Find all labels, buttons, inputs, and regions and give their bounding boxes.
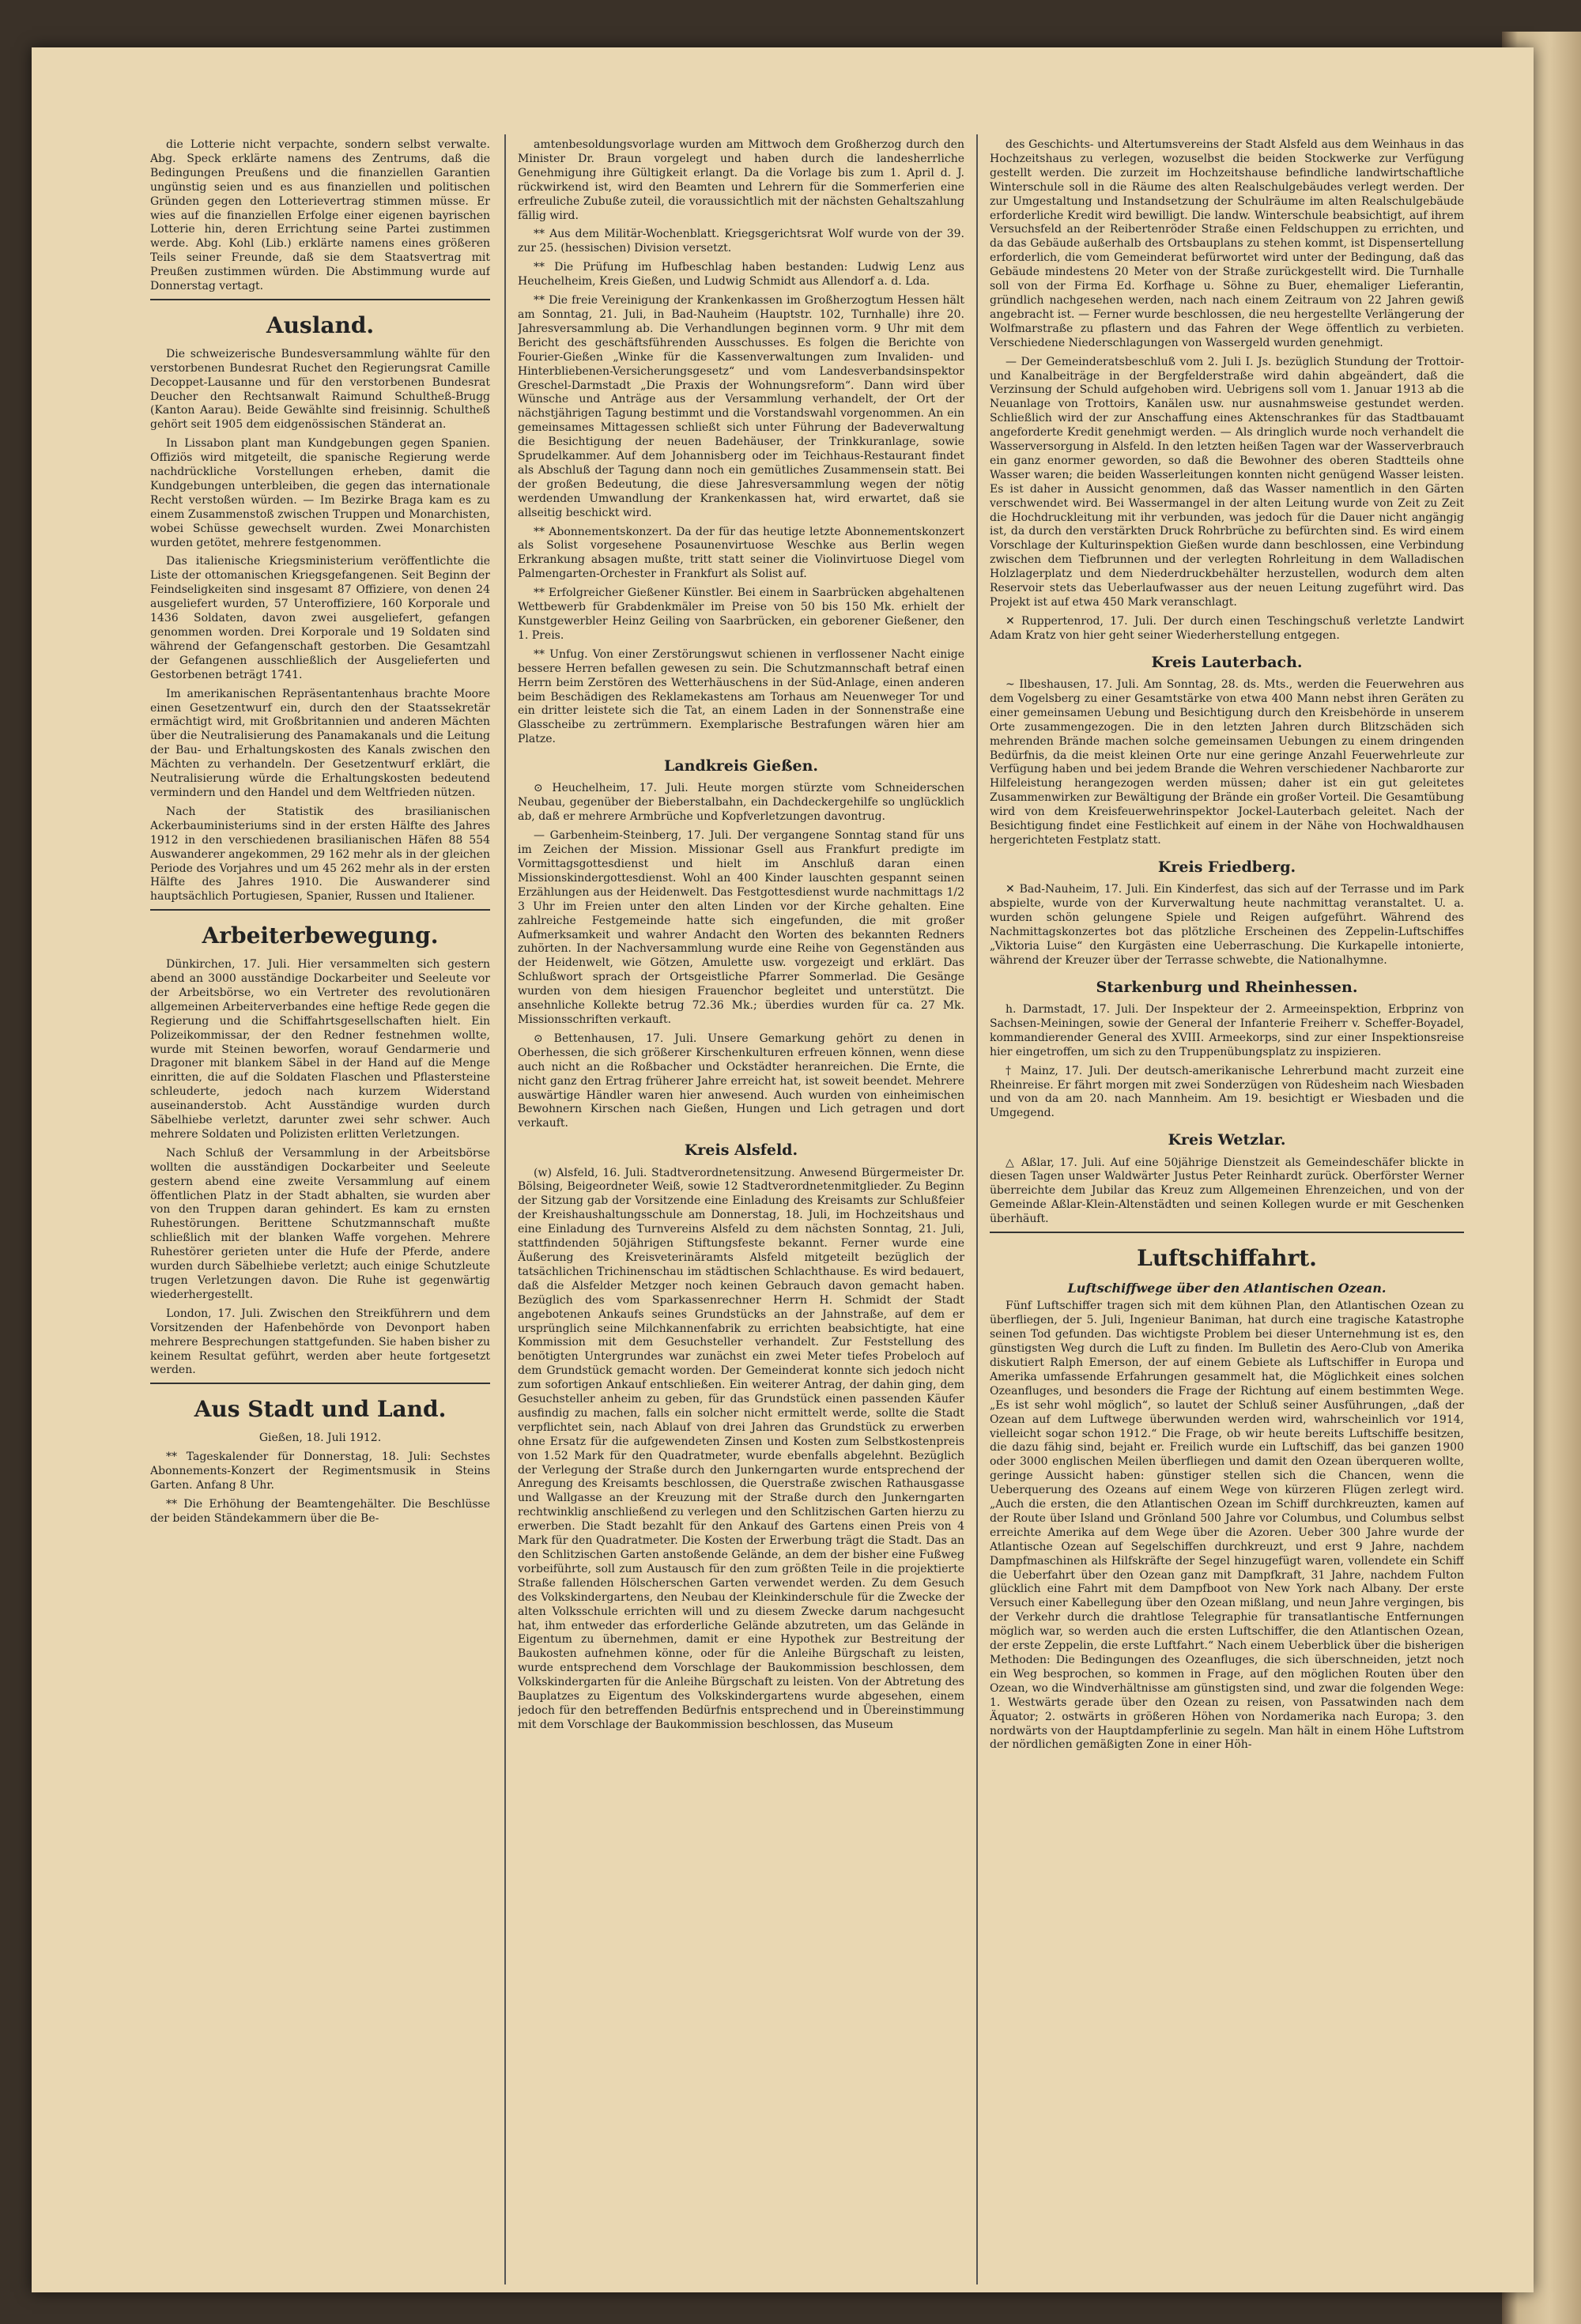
stadt-paragraph: ** Tageskalender für Donnerstag, 18. Juli: Sechstes Abonnements-Konzert der Regimentsmusik in Steins Garten. Anfang 8 Uhr. xyxy=(150,1451,490,1492)
heading-kreis-alsfeld: Kreis Alsfeld. xyxy=(684,1141,798,1160)
column-3 xyxy=(990,138,1464,2273)
ausland-paragraph: Die schweizerische Bundesversammlung wählte für den verstorbenen Bundesrat Ruchet den Regierungsrat Camille Decoppet-Lausanne und für den verstorbenen Bundesrat Deucher den Rechtsanwalt Raimund Schultheß-Brugg (Kanton Aarau). Beide Gewählte sind freisinnig. Schultheß gehört seit 1905 dem eidgenössischen Ständerat an. xyxy=(150,347,490,432)
col3-paragraph: ✕ Bad-Nauheim, 17. Juli. Ein Kinderfest, das sich auf der Terrasse und im Park abspielte, wurde von der Kurverwaltung heute nachmittag veranstaltet. U. a. wurden schön gelungene Spiele und Reigen aufgeführt. Während des Nachmittagskonzertes bot das plötzliche Erscheinen des Zeppelin-Luftschiffes „Viktoria Luise“ den Kurgästen eine Ueberraschung. Die Kurkapelle intonierte, während der Kreuzer über der Terrasse schwebte, die Nationalhymne. xyxy=(990,883,1464,967)
col2-paragraph: ⊙ Bettenhausen, 17. Juli. Unsere Gemarkung gehört zu denen in Oberhessen, die sich größerer Kirschenkulturen erfreuen können, wenn diese auch nicht an die Roßbacher und Ockstädter heranreichen. Die Ernte, die nicht ganz den Ertrag früherer Jahre erreicht hat, ist soweit beendet. Mehrere auswärtige Händler waren hier anwesend. Auch wurden von einheimischen Bewohnern Kirschen nach Gießen, Hungen und Lich getragen und dort verkauft. xyxy=(518,1032,964,1130)
col2-paragraph: — Garbenheim-Steinberg, 17. Juli. Der vergangene Sonntag stand für uns im Zeichen der Mission. Missionar Gsell aus Frankfurt predigte im Vormittagsgottesdienst und hielt im Anschluß daran einen Missionskindergottesdienst. Wohl an 400 Kinder lauschten gespannt seinen Erzählungen aus der Heidenwelt. Das Festgottesdienst wurde nachmittags 1/2 3 Uhr im Freien unter den alten Linden vor der Kirche gehalten. Eine zahlreiche Festgemeinde hatte sich eingefunden, die mit großer Aufmerksamkeit und wahrer Andacht den Worten des bekannten Redners zuhörten. In der Nachversammlung wurde eine Reihe von Gegenständen aus der Heidenwelt, wie Götzen, Amulette usw. vorgezeigt und erklärt. Das Schlußwort sprach der Ortsgeistliche Pfarrer Sommerlad. Die Gesänge wurden von dem hiesigen Frauenchor begleitet und unterstützt. Die ansehnliche Kollekte betrug 72.36 Mk.; überdies wurden für ca. 27 Mk. Missionsschriften verkauft. xyxy=(518,829,964,1026)
heading-landkreis-giessen: Landkreis Gießen. xyxy=(663,757,819,775)
ausland-paragraph: Das italienische Kriegsministerium veröffentlichte die Liste der ottomanischen Kriegsgefangenen. Seit Beginn der Feindseligkeiten sind insgesamt 87 Offiziere, von denen 24 ausgeliefert wurden, 57 Unteroffiziere, 160 Korporale und 1436 Soldaten, davon zwei ausgeliefert, gefangen genommen worden. Drei Korporale und 19 Soldaten sind während der Gefangenschaft gestorben. Die Gesamtzahl der Gefangenen ausschließlich der Ausgelieferten und Gestorbenen beträgt 1741. xyxy=(150,555,490,681)
heading-kreis-wetzlar: Kreis Wetzlar. xyxy=(1168,1131,1286,1149)
ausland-paragraph: Nach der Statistik des brasilianischen Ackerbauministeriums sind in der ersten Hälfte des Jahres 1912 in den verschiedenen brasilianischen Häfen 88 554 Auswanderer angekommen, 29 162 mehr als in der gleichen Periode des Vorjahres und um 45 262 mehr als in der ersten Hälfte des Jahres 1910. Die Auswanderer sind hauptsächlich Portugiesen, Spanier, Russen und Italiener. xyxy=(150,805,490,904)
column-rule xyxy=(504,134,506,2284)
divider xyxy=(150,909,490,911)
arbeiter-paragraph: London, 17. Juli. Zwischen den Streikführern und dem Vorsitzenden der Hafenbehörde von Devonport haben mehrere Besprechungen stattgefunden. Sie haben bisher zu keinem Resultat geführt, werden aber heute fortgesetzt werden. xyxy=(150,1307,490,1377)
arbeiter-paragraph: Nach Schluß der Versammlung in der Arbeitsbörse wollten die ausständigen Dockarbeiter und Seeleute gestern abend eine zweite Versammlung auf einem öffentlichen Platz in der Stadt abhalten, sie wurden aber von den Truppen daran gehindert. Es kam zu ernsten Ruhestörungen. Berittene Schutzmannschaft mußte schließlich mit der blanken Waffe vorgehen. Mehrere Ruhestörer gerieten unter die Hufe der Pferde, andere wurden durch Säbelhiebe verletzt; auch einige Schutzleute trugen Verletzungen davon. Die Ruhe ist gegenwärtig wiederhergestellt. xyxy=(150,1146,490,1301)
column-2 xyxy=(518,138,964,2273)
col2-paragraph: ⊙ Heuchelheim, 17. Juli. Heute morgen stürzte vom Schneiderschen Neubau, gegenüber der Bieberstalbahn, ein Dachdeckergehilfe so unglücklich ab, daß er mehrere Armbrüche und Kopfverletzungen davontrug. xyxy=(518,782,964,824)
divider xyxy=(990,1232,1464,1233)
heading-aus-stadt-und-land: Aus Stadt und Land. xyxy=(194,1396,447,1423)
col1-intro: die Lotterie nicht verpachte, sondern selbst verwalte. Abg. Speck erklärte namens des Zentrums, daß die Bedingungen Preußens und die finanziellen Garantien ungünstig seien und es aus finanziellen und politischen Gründen gegen den Lotterievertrag stimmen müsse. Er wies auf die finanziellen Erfolge einer eigenen bayrischen Lotterie hin, deren Errichtung seine Partei zustimmen werde. Abg. Kohl (Lib.) erklärte namens eines größeren Teils seiner Freunde, daß sie dem Staatsvertrag mit Preußen zustimmen würden. Die Abstimmung wurde auf Donnerstag vertagt. xyxy=(150,138,490,293)
col2-paragraph: ** Erfolgreicher Gießener Künstler. Bei einem in Saarbrücken abgehaltenen Wettbewerb für Grabdenkmäler im Preise von 50 bis 150 Mk. erhielt der Kunstgewerbler Heinz Geiling von Saarbrücken, ein geborener Gießener, den 1. Preis. xyxy=(518,587,964,642)
col3-paragraph: h. Darmstadt, 17. Juli. Der Inspekteur der 2. Armeeinspektion, Erbprinz von Sachsen-Meiningen, sowie der General der Infanterie Freiherr v. Scheffer-Boyadel, kommandierender General des XVIII. Armeekorps, sind zur einer Inspektionsreise hier eingetroffen, um sich zu den Truppenübungsplatz zu inspizieren. xyxy=(990,1002,1464,1058)
heading-starkenburg-rheinhessen: Starkenburg und Rheinhessen. xyxy=(1096,978,1358,996)
arbeiter-paragraph: Dünkirchen, 17. Juli. Hier versammelten sich gestern abend an 3000 ausständige Dockarbeiter und Seeleute vor der Arbeitsbörse, wo ein Vertreter des revolutionären allgemeinen Arbeiterverbandes eine heftige Rede gegen die Regierung und die Schiffahrtsgesellschaften hielt. Ein Polizeikommissar, der den Redner festnehmen wollte, wurde mit Steinen beworfen, worauf Gendarmerie und Dragoner mit blankem Säbel in der Hand auf die Menge einritten, die auf die Soldaten Flaschen und Pflastersteine schleuderte, jedoch nach kurzem Widerstand auseinanderstob. Acht Ausständige wurden durch Säbelhiebe verletzt, darunter zwei sehr schwer. Auch mehrere Soldaten und Polizisten erlitten Verletzungen. xyxy=(150,958,490,1141)
divider xyxy=(150,299,490,300)
col3-paragraph: ~ Ilbeshausen, 17. Juli. Am Sonntag, 28. ds. Mts., werden die Feuerwehren aus dem Vogelsberg zu einer Gesamtstärke von etwa 400 Mann nebst ihren Geräten zu einer gemeinsamen Uebung und Besichtigung durch den Kreisbehörde in unserem Orte zusammengezogen. Die in den letzten Jahren durch Blitzschäden sich mehrenden Brände machen solche gemeinsamen Uebungen zu einem dringenden Bedürfnis, da die meist kleinen Orte nur eine geringe Anzahl Feuerwehrleute zur Verfügung haben und bei jedem Brande die Wehren verschiedener Nachbarorte zur Hilfeleistung herangezogen werden müssen; daher ist ein gut geleitetes Zusammenwirken zur Bewältigung der Brände ein großer Vorteil. Die Gesamtübung wird von dem Kreisfeuerwehrinspektor Jockel-Lauterbach geleitet. Nach der Besichtigung findet eine Festlichkeit auf einem in der Nähe von Hochwaldhausen hergerichteten Festplatz statt. xyxy=(990,678,1464,847)
col2-paragraph: ** Abonnementskonzert. Da der für das heutige letzte Abonnementskonzert als Solist vorgesehene Posaunenvirtuose Weschke aus Berlin wegen Erkrankung absagen mußte, tritt statt seiner die Violinvirtuose Diegel vom Palmengarten-Orchester in Frankfurt als Solist auf. xyxy=(518,525,964,581)
col2-paragraph: ** Die Prüfung im Hufbeschlag haben bestanden: Ludwig Lenz aus Heuchelheim, Kreis Gießen, und Ludwig Schmidt aus Allendorf a. d. Lda. xyxy=(518,261,964,289)
ausland-paragraph: In Lissabon plant man Kundgebungen gegen Spanien. Offiziös wird mitgeteilt, die spanische Regierung werde nachdrückliche Vorstellungen erheben, damit die Kundgebungen unterbleiben, die gegen das internationale Recht verstoßen würden. — Im Bezirke Braga kam es zu einem Zusammenstoß zwischen Truppen und Monarchisten, wobei Schüsse gewechselt wurden. Zwei Monarchisten wurden getötet, mehrere festgenommen. xyxy=(150,437,490,549)
col2-paragraph: amtenbesoldungsvorlage wurden am Mittwoch dem Großherzog durch den Minister Dr. Braun vorgelegt und haben durch die landesherrliche Genehmigung ihre Gültigkeit erlangt. Da die Vorlage bis zum 1. April d. J. rückwirkend ist, wird den Beamten und Lehrern für die Sommerferien eine erfreuliche Zubuße zuteil, die voraussichtlich mit der nächsten Gehaltszahlung fällig wird. xyxy=(518,138,964,222)
heading-luftschiffahrt: Luftschiffahrt. xyxy=(1137,1245,1317,1272)
col3-paragraph: des Geschichts- und Altertumsvereins der Stadt Alsfeld aus dem Weinhaus in das Hochzeitshaus zu verlegen, wozuselbst die beiden Stockwerke zur Verfügung gestellt werden. Die zurzeit im Hochzeitshause befindliche landwirtschaftliche Winterschule soll in die Räume des alten Realschulgebäudes verlegt werden. Der zur Umgestaltung und Instandsetzung der Schulräume im alten Realschulgebäude erforderliche Kredit wird bewilligt. Die landw. Winterschule beabsichtigt, auf ihrem Versuchsfeld an der Reibertenröder Straße einen Feldschuppen zu errichten, und da das Gebäude außerhalb des Ortsbauplans zu stehen kommt, ist Dispensertellung erforderlich, die vom Gemeinderat befürwortet wird unter der Bedingung, daß das Gebäude mindestens 20 Meter von der Straße zurückgestellt wird. Die Turnhalle soll von der Firma Ed. Korfhage u. Söhne zu Buer, ehemaliger Lieferantin, gründlich nachgesehen werden, nach nach einem Zeitraum von 22 Jahren gewiß angebracht ist. — Ferner wurde beschlossen, die neu hergestellte Verlängerung der Wolfmarstraße zu pflastern und das Fahren der Wege öffentlich zu verbieten. Verschiedene Niederschlagungen von Wassergeld wurden genehmigt. xyxy=(990,138,1464,349)
col3-paragraph: — Der Gemeinderatsbeschluß vom 2. Juli I. Js. bezüglich Stundung der Trottoir- und Kanalbeiträge in der Bergfelderstraße wird dahin abgeändert, daß die Verzinsung der Schuld aufgehoben wird. Uebrigens soll vom 1. Januar 1913 ab die Neuanlage von Trottoirs, Kanälen usw. nur ausnahmsweise gestundet werden. Schließlich wird der zur Anschaffung eines Aktenschrankes für das Stadtbauamt angeforderte Kredit genehmigt werden. — Als dringlich wurde noch verhandelt die Wasserversorgung in Alsfeld. In den letzten heißen Tagen war der Wasserverbrauch ein ganz enormer geworden, so daß die Bewohner des oberen Stadtteils ohne Wasser waren; die beiden Wasserleitungen konnten nicht genügend Wasser leisten. Es ist daher in Aussicht genommen, daß das Wasser namentlich in den Gärten verschwendet wird. Bei Wassermangel in der alten Leitung wurde von Zeit zu Zeit die Hochdruckleitung mit ihr verbunden, was jedoch für die Dauer nicht angängig ist, da durch den verstärkten Druck Rohrbrüche zu befürchten sind. Es wird einem Vorschlage der Kulturinspektion Gießen wurde dann beschlossen, eine Verbindung zwischen dem Tiefbrunnen und der verlegten Rohrleitung in dem Walladischen Holzlagerplatz und dem Niederdruckbehälter herzustellen, wodurch dem alten Reservoir stets das Ueberlaufwasser aus der neuen Leitung zugeführt wird. Das Projekt ist auf etwa 450 Mark veranschlagt. xyxy=(990,355,1464,609)
col2-paragraph: ** Aus dem Militär-Wochenblatt. Kriegsgerichtsrat Wolf wurde von der 39. zur 25. (hessischen) Division versetzt. xyxy=(518,228,964,255)
dateline: Gießen, 18. Juli 1912. xyxy=(258,1432,382,1445)
heading-ausland: Ausland. xyxy=(266,311,375,338)
heading-arbeiterbewegung: Arbeiterbewegung. xyxy=(202,922,439,949)
heading-kreis-lauterbach: Kreis Lauterbach. xyxy=(1151,653,1303,671)
col2-paragraph: ** Die freie Vereinigung der Krankenkassen im Großherzogtum Hessen hält am Sonntag, 21. Juli, in Bad-Nauheim (Hauptstr. 102, Turnhalle) ihre 20. Jahresversammlung ab. Die Verhandlungen beginnen vorm. 9 Uhr mit dem Bericht des geschäftsführenden Ausschusses. Es folgen die Berichte von Fourier-Gießen „Winke für die Kassenverwaltungen zum Invaliden- und Hinterbliebenen-Versicherungsgesetz“ und vom Landesverbandsinspektor Greschel-Darmstadt „Die Praxis der Wohnungsreform“. Dann wird über Wünsche und Anträge aus der Versammlung verhandelt, der Ort der nächstjährigen Tagung bestimmt und die Vorstandswahl vorgenommen. An ein gemeinsames Mittagessen schließt sich unter Führung der Badeverwaltung die Besichtigung der neuen Badehäuser, der Trinkkuranlage, sowie Sprudelkammer. Auf dem Johannisberg oder im Teichhaus-Restaurant findet als Abschluß der Tagung dann noch ein gemütliches Zusammensein statt. Bei der großen Bedeutung, die diese Jahresversammlung wegen der nötig werdenden Umwandlung der Krankenkassen hat, wird erwartet, daß sie allseitig beschickt wird. xyxy=(518,294,964,519)
col3-paragraph: Fünf Luftschiffer tragen sich mit dem kühnen Plan, den Atlantischen Ozean zu überfliegen, der 5. Juli, Ingenieur Baniman, hat durch eine tragische Katastrophe seinen Tod gefunden. Das wichtigste Problem bei dieser Unternehmung ist es, den günstigsten Weg durch die Luft zu finden. Im Bulletin des Aero-Club von Amerika diskutiert Ralph Emerson, der auf einem Gebiete als Luftschiffer in Europa und Amerika umfassende Erfahrungen gesammelt hat, die Möglichkeit eines solchen Ozeanfluges, und besonders die Frage der Richtung auf einem bestimmten Wege. „Es ist sehr wohl möglich“, so lautet der Schluß seiner Ausführungen, „daß der Ozean auf dem Luftwege überwunden werden wird, wahrscheinlich vor 1914, vielleicht sogar schon 1912.“ Die Frage, ob wir heute bereits Luftschiffe besitzen, die dazu fähig sind, bejaht er. Freilich wurde ein Luftschiff, das bei ganzen 1900 oder 3000 englischen Meilen überfliegen und damit den Ozean überqueren wollte, geringe Aussicht haben: günstiger stellen sich die Chancen, wenn die Ueberquerung des Ozeans auf einem Wege von kürzeren Flügen zerlegt wird. „Auch die ersten, die den Atlantischen Ozean im Schiff durchkreuzten, kamen auf der Route über Island und Grönland 500 Jahre vor Columbus, und Columbus selbst erreichte Amerika auf dem Wege über die Azoren. Ueber 300 Jahre wurde der Atlantische Ozean auf Segelschiffen durchkreuzt, und erst 9 Jahre, nachdem Dampfmaschinen als Hilfskräfte der Segel hinzugefügt waren, vollendete ein Schiff die Ueberfahrt über den Ozean ganz mit Dampfkraft, 31 Jahre, nachdem Fulton glücklich eine Fahrt mit dem Dampfboot von New York nach Albany. Der erste Versuch einer Kabellegung über den Ozean mißlang, und neun Jahre vergingen, bis der Verkehr durch die drahtlose Telegraphie für transatlantische Entfernungen möglich war, so werden auch die ersten Luftschiffer, die den Atlantischen Ozean, der erste Zeppelin, die erste Luftfahrt.“ Nach einem Ueberblick über die bisherigen Methoden: Die Bedingungen des Ozeanfluges, die sich überschneiden, jetzt noch ein Weg besprochen, so kommen in Frage, auf den möglichen Routen über den Ozean, wo die Windverhältnisse am günstigsten sind, und zwar die folgenden Wege: 1. Westwärts gerade über den Ozean zu reisen, von Passatwinden nach dem Äquator; 2. ostwärts in größeren Höhen von Nordamerika nach Europa; 3. den nordwärts von der Hauptdampferlinie zu segeln. Man hält in einem Höhe Luftstrom der nördlichen gemäßigten Zone in einer Höh- xyxy=(990,1300,1464,1752)
heading-kreis-friedberg: Kreis Friedberg. xyxy=(1157,858,1296,876)
column-rule xyxy=(976,134,978,2284)
col3-paragraph: △ Aßlar, 17. Juli. Auf eine 50jährige Dienstzeit als Gemeindeschäfer blickte in diesen Tagen unser Waldwärter Justus Peter Reinhardt zurück. Oberförster Werner überreichte dem Jubilar das Kreuz zum Allgemeinen Ehrenzeichen, und von der Gemeinde Aßlar-Klein-Altenstädten und seinen Kollegen wurde er mit Geschenken überhäuft. xyxy=(990,1156,1464,1226)
divider xyxy=(150,1383,490,1384)
col3-paragraph: † Mainz, 17. Juli. Der deutsch-amerikanische Lehrerbund macht zurzeit eine Rheinreise. Er fährt morgen mit zwei Sonderzügen von Rüdesheim nach Wiesbaden und von da am 20. nach Mannheim. Am 19. besichtigt er Wiesbaden und die Umgegend. xyxy=(990,1064,1464,1120)
col3-paragraph: ✕ Ruppertenrod, 17. Juli. Der durch einen Teschingschuß verletzte Landwirt Adam Kratz von hier geht seiner Wiederherstellung entgegen. xyxy=(990,614,1464,642)
col2-paragraph: ** Unfug. Von einer Zerstörungswut schienen in verflossener Nacht einige bessere Herren befallen gewesen zu sein. Die Schutzmannschaft betraf einen Herrn beim Zerstören des Wetterhäuschens in der Süd-Anlage, einen anderen beim Beschädigen des Reklamekastens am Torhaus am Neuenweger Tor und ein dritter leistete sich die Tat, an einem Laden in der Sonnenstraße eine Glasscheibe zu zertrümmern. Exemplarische Bestrafungen wären hier am Platze. xyxy=(518,647,964,746)
subheading-luftschiffwege: Luftschiffwege über den Atlantischen Ozean. xyxy=(1067,1280,1387,1296)
col2-paragraph: (w) Alsfeld, 16. Juli. Stadtverordnetensitzung. Anwesend Bürgermeister Dr. Bölsing, Beigeordneter Weiß, sowie 12 Stadtverordnetenmitglieder. Zu Beginn der Sitzung gab der Vorsitzende eine Einladung des Kreisamts zur Schlußfeier der Kreishaushaltungsschule am Donnerstag, 18. Juli, im Hochzeitshaus und eine Einladung des Turnvereins Alsfeld zu dem nächsten Sonntag, 21. Juli, stattfindenden 50jährigen Stiftungsfeste bekannt. Ferner wurde eine Äußerung des Kreisveterinäramts Alsfeld mitgeteilt bezüglich der tatsächlichen Trichinenschau im städtischen Schlachthause. Es wird bedauert, daß die Alsfelder Metzger noch keinen Gebrauch davon gemacht haben. Bezüglich des vom Sparkassenrechner Herrn H. Schmidt der Stadt angebotenen Ankaufs seines Grundstücks an der Jahnstraße, auf dem er ursprünglich seine Milchkannenfabrik zu errichten beabsichtigte, hat eine Kommission mit dem Gesuchsteller verhandelt. Zur Feststellung des benötigten Untergrundes war zunächst ein zwei Meter tiefes Probeloch auf dem Grundstück gemacht worden. Der Gemeinderat konnte sich jedoch nicht zum sofortigen Ankauf entschließen. Ein weiterer Antrag, der dahin ging, dem Gesuchsteller anheim zu geben, für das Grundstück einen passenden Käufer ausfindig zu machen, falls ein solcher nicht ermittelt werde, sollte die Stadt verpflichtet sein, nach Ablauf von drei Jahren das Grundstück zu erwerben ohne Ersatz für die aufgewendeten Zinsen und Kosten zum Selbstkostenpreis von 1.52 Mark für den Quadratmeter, wurde ebenfalls abgelehnt. Bezüglich der Verlegung der Straße durch den Junkerngarten wurde entsprechend der Anregung des Kreisamts beschlossen, die Querstraße zwischen Rathausgasse und Wallgasse an der Kreuzung mit der Straße durch den Junkerngarten rechtwinklig anschließend zu verlegen und den Schlitzischen Garten hierzu zu erwerben. Die Stadt bezahlt für den Ankauf des Gartens einen Preis von 4 Mark für den Quadratmeter. Die Kosten der Erwerbung trägt die Stadt. Das an den Schlitzischen Garten anstoßende Gelände, an dem der bisher eine Fußweg vorbeiführte, soll zum Austausch für den zum größten Teile in die projektierte Straße fallenden Hölscherschen Garten verwendet werden. Zu dem Gesuch des Volkskindergartens, den Neubau der Kleinkinderschule für die Zwecke der alten Volksschule errichten will und zu diesem Zwecke darum nachgesucht hat, ihm entweder das erforderliche Gelände abzutreten, um das Gelände in Eigentum zu übernehmen, damit er eine Hypothek zur Bestreitung der Baukosten aufnehmen könne, oder für die Anleihe Bürgschaft zu leisten, wurde entsprechend dem Vorschlage der Baukommission beschlossen, dem Volkskindergarten für die Anleihe Bürgschaft zu leisten. Von der Abtretung des Bauplatzes zu Eigentum des Volkskindergartens wurde abgesehen, einem jedoch für den betreffenden Bedürfnis entsprechend und in Übereinstimmung mit dem Vorschlage der Baukommission beschlossen, das Museum xyxy=(518,1166,964,1731)
ausland-paragraph: Im amerikanischen Repräsentantenhaus brachte Moore einen Gesetzentwurf ein, durch den der Staatssekretär ermächtigt wird, mit Großbritannien und anderen Mächten über die Neutralisierung des Panamakanals und die Leitung der Bau- und Erhaltungskosten des Kanals zwischen den Mächten zu verhandeln. Der Gesetzentwurf erklärt, die Neutralisierung würde die Erhaltungskosten bedeutend vermindern und den Handel und dem Weltfrieden nützen. xyxy=(150,687,490,799)
newspaper-page xyxy=(32,47,1534,2292)
stadt-paragraph: ** Die Erhöhung der Beamtengehälter. Die Beschlüsse der beiden Ständekammern über die Be- xyxy=(150,1497,490,1525)
column-1 xyxy=(150,138,490,2273)
